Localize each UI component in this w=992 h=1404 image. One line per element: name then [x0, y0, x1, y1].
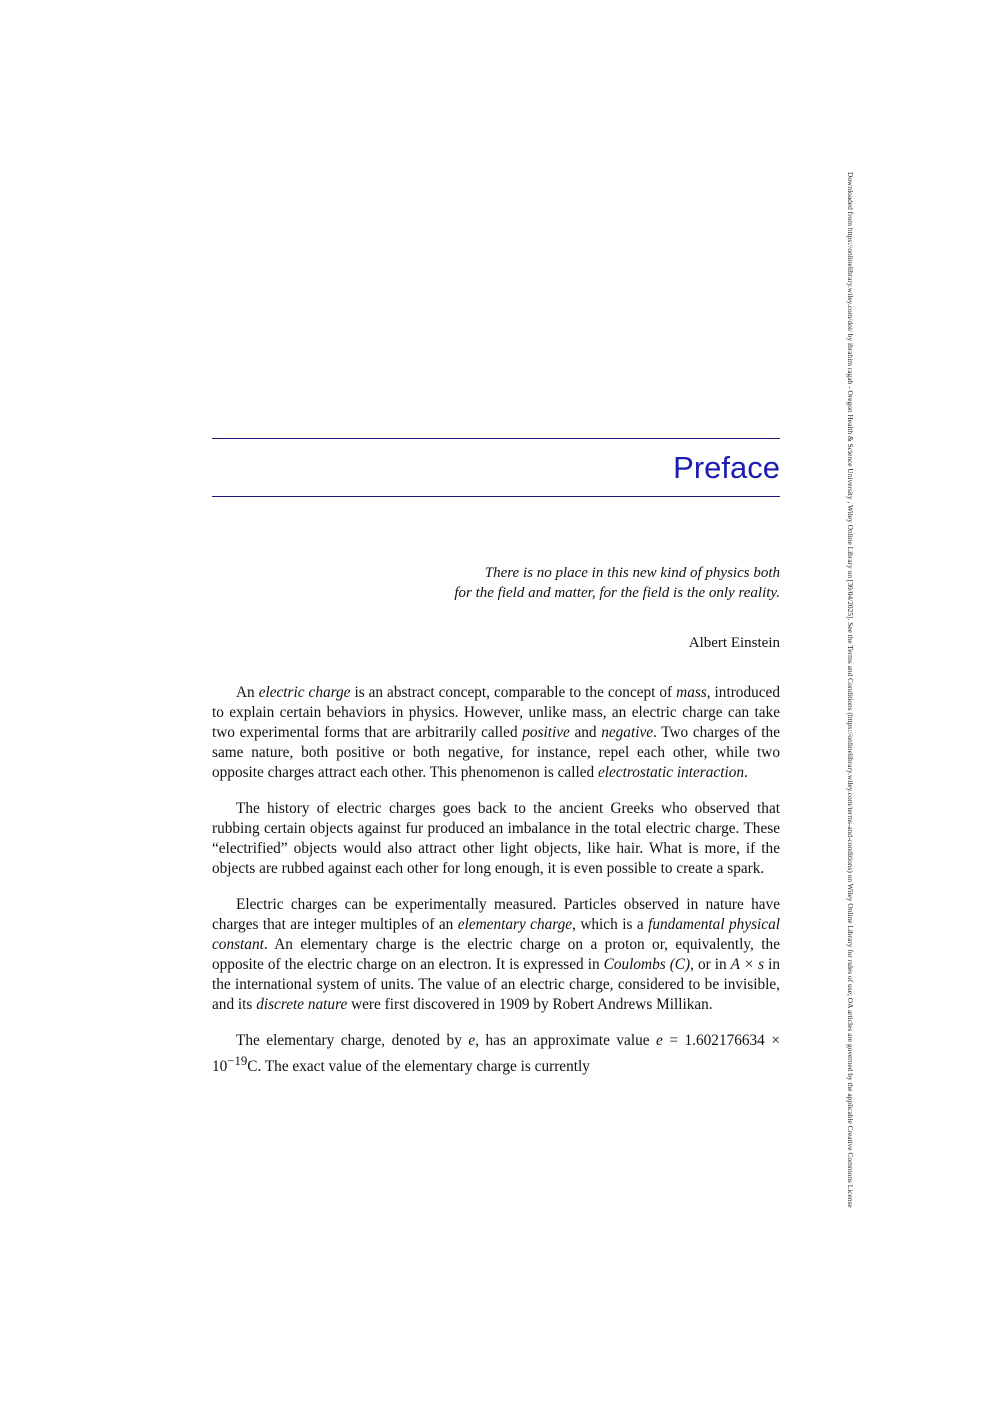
chapter-title: Preface: [673, 450, 780, 485]
math-a-times-s: A × s: [730, 956, 765, 973]
paragraph-4: [212, 1031, 780, 1077]
download-notice: [838, 172, 856, 1238]
text-run: The history of electric charges goes back to the ancient Greeks who observed that rubbing certain objects against fur produced an imbalance in the total electric charge. These “electrified” objects would also attract other light objects, like hair. What is more, if the objects are rubbed against each other for long enough, it is even possible to create a spark.: [212, 800, 780, 877]
text-run: , has an approximate value: [475, 1032, 657, 1049]
emphasis: fundamental physical constant: [212, 916, 780, 953]
text-run: An: [236, 684, 259, 701]
paragraph-2: [212, 799, 780, 879]
text-run: . Two charges of the same nature, both positive or both negative, for instance, repel each other, while two opposite charges attract each other. This phenomenon is called: [212, 724, 780, 781]
math-e: e: [468, 1032, 476, 1049]
math-unit: C: [247, 1058, 258, 1076]
math-exponent: −19: [227, 1054, 248, 1068]
text-run: .: [744, 764, 748, 781]
emphasis: mass: [676, 684, 707, 701]
math-value: = 1.602176634 × 10: [212, 1032, 780, 1076]
paragraph-1: [212, 683, 780, 783]
text-run: . The exact value of the elementary charge is currently: [257, 1058, 590, 1076]
text-run: , or in: [690, 956, 731, 973]
body-text: [212, 683, 780, 1093]
emphasis: electric charge: [258, 684, 351, 701]
text-run: , which is a: [572, 916, 649, 933]
emphasis: electrostatic interaction: [598, 764, 744, 781]
epigraph-author: Albert Einstein: [688, 635, 780, 651]
text-run: The elementary charge, denoted by: [236, 1032, 469, 1049]
paragraph-3: [212, 895, 780, 1015]
emphasis: elementary charge: [457, 916, 573, 933]
title-rule-bottom: [212, 496, 780, 497]
title-rule-top: [212, 438, 780, 439]
epigraph-line-1: There is no place in this new kind of physics both: [484, 565, 780, 581]
text-run: is an abstract concept, comparable to the concept of: [350, 684, 677, 701]
text-run: and: [569, 724, 602, 741]
emphasis: Coulombs: [603, 956, 666, 973]
text-run: Electric charges can be experimentally measured. Particles observed in nature have charges that are integer multiples of an: [212, 896, 780, 933]
download-notice-text: Downloaded from https://onlinelibrary.wiley.com/doi/ by ibrahim ragab - Oregon Health & Science University , Wiley Online Library on [30/04/2025]. See the Terms and Conditions (https://onlinelibrary.wiley.com/terms-and-conditions) on Wiley Online Library for rules of use; OA articles are governed by the applicable Creative Commons License: [846, 172, 855, 1208]
text-run: , introduced to explain certain behaviors in physics. However, unlike mass, an electric charge can take two experimental forms that are arbitrarily called: [212, 684, 780, 741]
math-e: e: [656, 1032, 663, 1049]
text-run: . An elementary charge is the electric charge on a proton or, equivalently, the opposite of the electric charge on an electron. It is expressed in: [212, 936, 780, 973]
text-run: were first discovered in 1909 by Robert Andrews Millikan.: [347, 996, 713, 1013]
text-run: in the international system of units. The value of an electric charge, considered to be invisible, and its: [212, 956, 780, 1013]
emphasis: negative: [601, 724, 654, 741]
epigraph-quote: [360, 563, 780, 603]
emphasis: discrete nature: [256, 996, 348, 1013]
emphasis: positive: [522, 724, 570, 741]
math-unit-c: (C): [669, 956, 691, 973]
epigraph-line-2: for the field and matter, for the field is the only reality.: [454, 585, 780, 601]
